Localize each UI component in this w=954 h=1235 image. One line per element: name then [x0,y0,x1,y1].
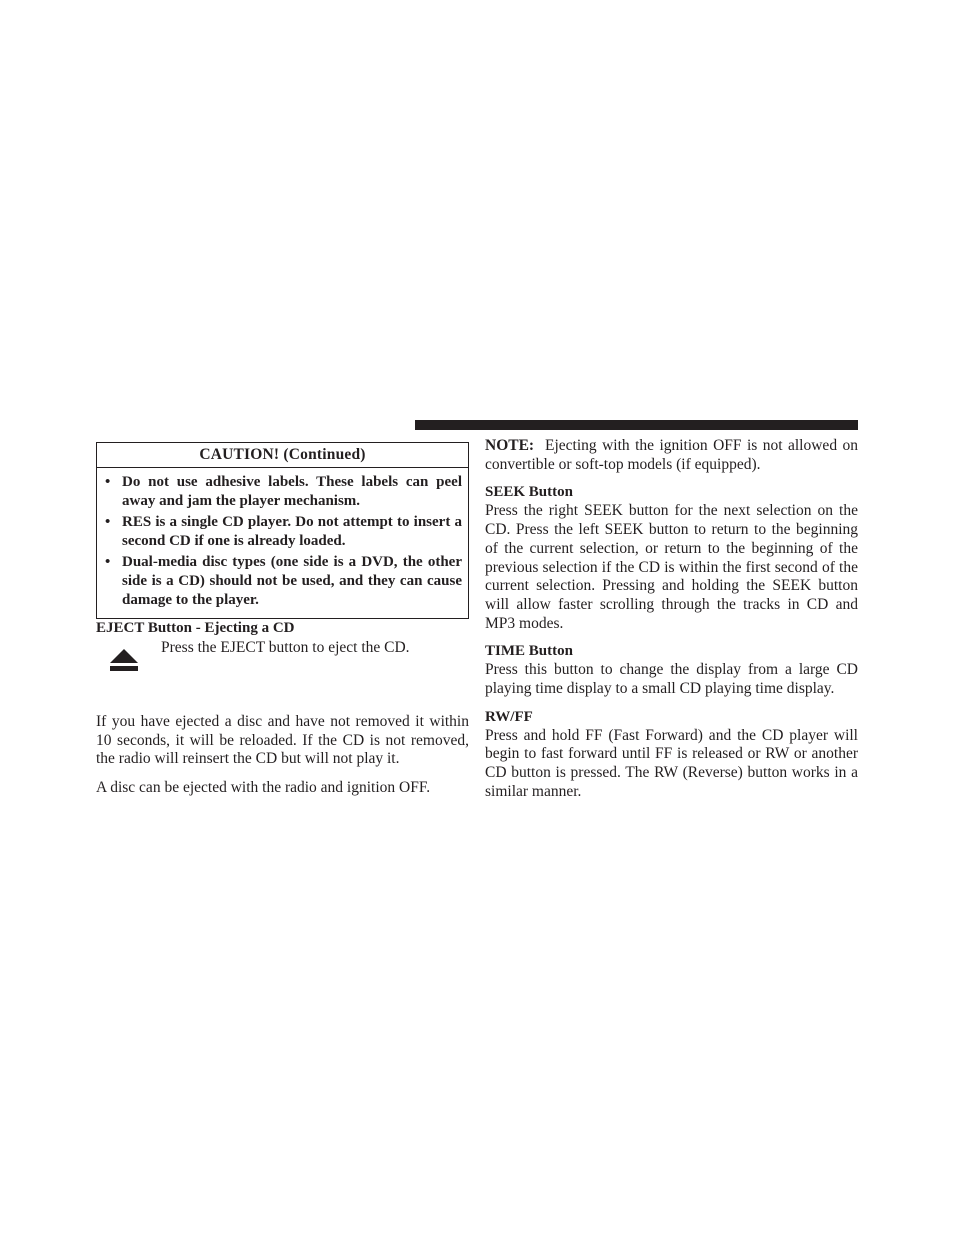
caution-item [105,553,462,610]
eject-paragraph-2: A disc can be ejected with the radio and ignition OFF. [96,779,431,797]
caution-item [105,473,462,511]
note-paragraph [485,437,858,474]
caution-item-text: RES is a single CD player. Do not attempt to insert a second CD if one is already loaded. [122,514,462,549]
caution-list [97,473,468,610]
caution-box [96,442,469,619]
caution-title: CAUTION! (Continued) [97,443,468,468]
caution-item [105,513,462,551]
note-text: Ejecting with the ignition OFF is not allowed on convertible or soft-top models (if equipped). [485,437,859,473]
time-paragraph: Press this button to change the display from a large CD playing time display to a small CD playing time display. [485,661,858,698]
bullet: • [105,474,111,490]
note-label: NOTE: [485,437,535,454]
caution-item-text: Do not use adhesive labels. These labels can peel away and jam the player mechanism. [122,474,462,509]
rwff-paragraph: Press and hold FF (Fast Forward) and the CD player will begin to fast forward until FF is released or RW or another CD button is pressed. The RW (Reverse) button works in a similar manner. [485,726,858,800]
header-rule [415,420,858,430]
eject-icon [110,649,138,673]
left-column [96,442,469,798]
bullet: • [105,514,111,530]
right-column [485,437,858,802]
caution-item-text: Dual-media disc types (one side is a DVD, the other side is a CD) should not be used, and they can cause damage to the player. [122,554,462,608]
seek-heading: SEEK Button [485,484,573,501]
eject-instruction: Press the EJECT button to eject the CD. [161,639,410,656]
eject-paragraph: If you have ejected a disc and have not removed it within 10 seconds, it will be reloaded. If the CD is not removed, the radio will reinsert the CD but will not play it. [96,713,469,768]
rwff-heading: RW/FF [485,708,533,725]
time-heading: TIME Button [485,643,573,660]
seek-paragraph: Press the right SEEK button for the next selection on the CD. Press the left SEEK button to return to the beginning of the current selection, or return to the beginning of the previous selection if the CD is within the first second of the current selection. Pressing and holding the SEEK button will allow faster scrolling through the tracks in CD and MP3 modes. [485,502,858,632]
bullet: • [105,554,111,570]
eject-row [96,638,469,713]
eject-heading: EJECT Button - Ejecting a CD [96,620,295,636]
